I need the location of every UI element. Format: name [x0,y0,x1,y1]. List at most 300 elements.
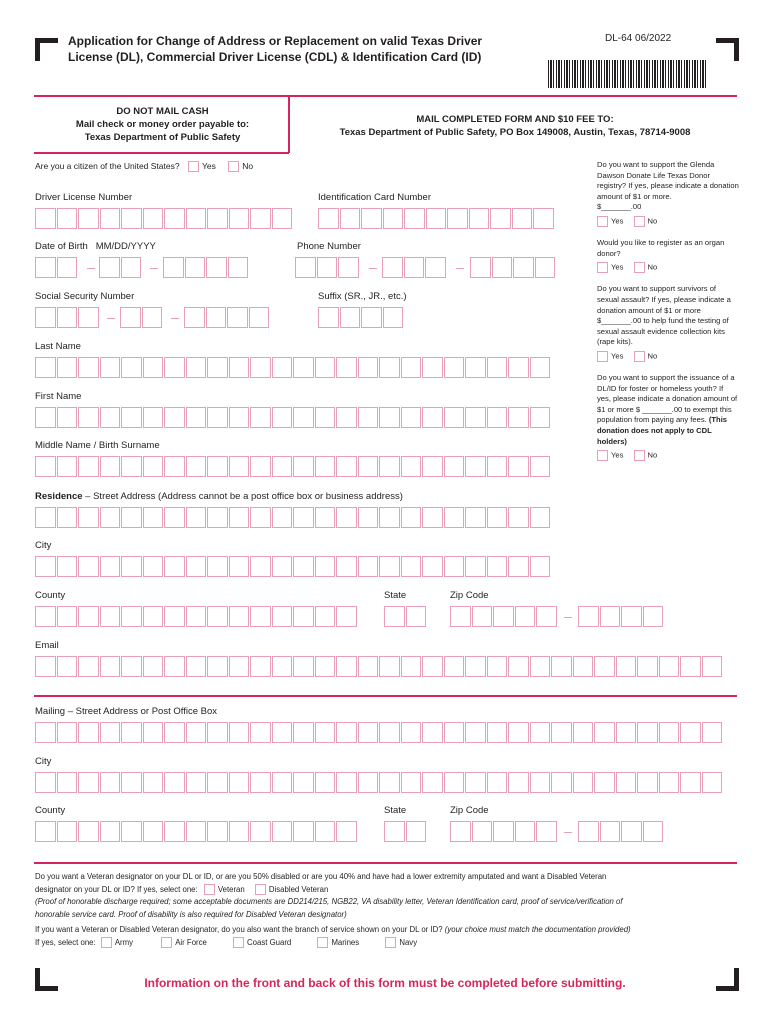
email-input-cell[interactable] [121,656,142,677]
ssn-serial-input-cell[interactable] [227,307,248,328]
ssn-area-input[interactable] [35,307,100,328]
residence-city-input-cell[interactable] [465,556,486,577]
email-input-cell[interactable] [508,656,529,677]
dob-month-input[interactable] [35,257,78,278]
mailing-county-input-cell[interactable] [207,821,228,842]
middle-name-input-cell[interactable] [401,456,422,477]
email-input-cell[interactable] [422,656,443,677]
phone-prefix-input[interactable] [382,257,447,278]
first-name-input-cell[interactable] [530,407,551,428]
dob-day-input-cell[interactable] [99,257,120,278]
residence-zip-input-cell[interactable] [493,606,514,627]
mailing-county-input-cell[interactable] [164,821,185,842]
residence-county-input-cell[interactable] [229,606,250,627]
phone-prefix-input-cell[interactable] [382,257,403,278]
last-name-input-cell[interactable] [100,357,121,378]
phone-line-input-cell[interactable] [535,257,556,278]
residence-city-input-cell[interactable] [229,556,250,577]
last-name-input-cell[interactable] [186,357,207,378]
last-name-input-cell[interactable] [508,357,529,378]
ssn-group-input[interactable] [120,307,163,328]
last-name-input-cell[interactable] [143,357,164,378]
id-number-input-cell[interactable] [383,208,404,229]
first-name-input-cell[interactable] [57,407,78,428]
ssn-serial-input-cell[interactable] [206,307,227,328]
residence-city-input-cell[interactable] [336,556,357,577]
mailing-city-input-cell[interactable] [272,772,293,793]
dob-day-input-cell[interactable] [121,257,142,278]
dl-number-input-cell[interactable] [250,208,271,229]
middle-name-input-cell[interactable] [444,456,465,477]
mailing-zip4-input-cell[interactable] [643,821,664,842]
email-input-cell[interactable] [78,656,99,677]
email-input-cell[interactable] [465,656,486,677]
middle-name-input-cell[interactable] [143,456,164,477]
mailing-zip4-input-cell[interactable] [621,821,642,842]
mailing-county-input-cell[interactable] [272,821,293,842]
email-input[interactable] [35,656,723,677]
first-name-input[interactable] [35,407,551,428]
mailing-street-input-cell[interactable] [121,722,142,743]
last-name-input-cell[interactable] [336,357,357,378]
mailing-city-input-cell[interactable] [250,772,271,793]
mailing-county-input-cell[interactable] [186,821,207,842]
phone-area-input-cell[interactable] [317,257,338,278]
mailing-city-input-cell[interactable] [229,772,250,793]
suffix-input-cell[interactable] [361,307,382,328]
mailing-city-input-cell[interactable] [702,772,723,793]
email-input-cell[interactable] [272,656,293,677]
citizen-yes-checkbox[interactable] [188,161,199,172]
email-input-cell[interactable] [594,656,615,677]
suffix-input-cell[interactable] [340,307,361,328]
phone-line-input-cell[interactable] [492,257,513,278]
email-input-cell[interactable] [315,656,336,677]
dl-number-input-cell[interactable] [57,208,78,229]
email-input-cell[interactable] [207,656,228,677]
mailing-city-input-cell[interactable] [637,772,658,793]
foster-youth-no-checkbox[interactable] [634,450,645,461]
residence-street-input-cell[interactable] [465,507,486,528]
residence-street-input-cell[interactable] [358,507,379,528]
middle-name-input-cell[interactable] [508,456,529,477]
residence-street-input-cell[interactable] [229,507,250,528]
residence-zip-input-cell[interactable] [515,606,536,627]
id-number-input-cell[interactable] [404,208,425,229]
id-number-input-cell[interactable] [447,208,468,229]
dl-number-input[interactable] [35,208,293,229]
mailing-county-input-cell[interactable] [35,821,56,842]
first-name-input-cell[interactable] [207,407,228,428]
email-input-cell[interactable] [143,656,164,677]
mailing-street-input-cell[interactable] [530,722,551,743]
residence-street-input-cell[interactable] [315,507,336,528]
last-name-input-cell[interactable] [293,357,314,378]
email-input-cell[interactable] [57,656,78,677]
middle-name-input-cell[interactable] [530,456,551,477]
residence-street-input-cell[interactable] [272,507,293,528]
mailing-street-input-cell[interactable] [659,722,680,743]
branch-marines-checkbox[interactable] [317,937,328,948]
residence-city-input-cell[interactable] [401,556,422,577]
residence-county-input-cell[interactable] [57,606,78,627]
first-name-input-cell[interactable] [250,407,271,428]
middle-name-input-cell[interactable] [422,456,443,477]
email-input-cell[interactable] [336,656,357,677]
mailing-state-input[interactable] [384,821,427,842]
mailing-street-input-cell[interactable] [57,722,78,743]
residence-street-input-cell[interactable] [250,507,271,528]
mailing-city-input-cell[interactable] [121,772,142,793]
first-name-input-cell[interactable] [315,407,336,428]
ssn-area-input-cell[interactable] [57,307,78,328]
mailing-county-input[interactable] [35,821,358,842]
mailing-city-input-cell[interactable] [336,772,357,793]
mailing-street-input-cell[interactable] [272,722,293,743]
first-name-input-cell[interactable] [293,407,314,428]
first-name-input-cell[interactable] [272,407,293,428]
middle-name-input-cell[interactable] [229,456,250,477]
residence-state-input-cell[interactable] [406,606,427,627]
residence-city-input-cell[interactable] [57,556,78,577]
dob-year-input-cell[interactable] [206,257,227,278]
mailing-street-input-cell[interactable] [100,722,121,743]
mailing-county-input-cell[interactable] [78,821,99,842]
mailing-city-input-cell[interactable] [659,772,680,793]
dl-number-input-cell[interactable] [100,208,121,229]
mailing-street-input-cell[interactable] [465,722,486,743]
mailing-city-input-cell[interactable] [57,772,78,793]
email-input-cell[interactable] [100,656,121,677]
residence-street-input-cell[interactable] [35,507,56,528]
email-input-cell[interactable] [293,656,314,677]
mailing-city-input-cell[interactable] [100,772,121,793]
mailing-county-input-cell[interactable] [293,821,314,842]
mailing-zip4-input-cell[interactable] [578,821,599,842]
mailing-street-input-cell[interactable] [637,722,658,743]
residence-street-input-cell[interactable] [444,507,465,528]
middle-name-input-cell[interactable] [358,456,379,477]
mailing-county-input-cell[interactable] [100,821,121,842]
email-input-cell[interactable] [35,656,56,677]
branch-coast-guard-checkbox[interactable] [233,937,244,948]
mailing-street-input-cell[interactable] [78,722,99,743]
mailing-city-input-cell[interactable] [573,772,594,793]
residence-city-input-cell[interactable] [207,556,228,577]
dl-number-input-cell[interactable] [78,208,99,229]
middle-name-input[interactable] [35,456,551,477]
mailing-street-input-cell[interactable] [702,722,723,743]
residence-city-input-cell[interactable] [508,556,529,577]
mailing-county-input-cell[interactable] [250,821,271,842]
residence-county-input[interactable] [35,606,358,627]
disabled-veteran-checkbox[interactable] [255,884,266,895]
mailing-city-input-cell[interactable] [680,772,701,793]
residence-city-input-cell[interactable] [143,556,164,577]
residence-city-input-cell[interactable] [422,556,443,577]
mailing-street-input-cell[interactable] [358,722,379,743]
first-name-input-cell[interactable] [379,407,400,428]
middle-name-input-cell[interactable] [207,456,228,477]
first-name-input-cell[interactable] [401,407,422,428]
mailing-county-input-cell[interactable] [229,821,250,842]
residence-street-input-cell[interactable] [143,507,164,528]
id-number-input-cell[interactable] [490,208,511,229]
middle-name-input-cell[interactable] [100,456,121,477]
organ-donor-no-checkbox[interactable] [634,262,645,273]
email-input-cell[interactable] [250,656,271,677]
residence-county-input-cell[interactable] [164,606,185,627]
last-name-input[interactable] [35,357,551,378]
email-input-cell[interactable] [637,656,658,677]
mailing-county-input-cell[interactable] [143,821,164,842]
first-name-input-cell[interactable] [164,407,185,428]
email-input-cell[interactable] [229,656,250,677]
dl-number-input-cell[interactable] [164,208,185,229]
first-name-input-cell[interactable] [444,407,465,428]
dob-month-input-cell[interactable] [57,257,78,278]
middle-name-input-cell[interactable] [164,456,185,477]
mailing-county-input-cell[interactable] [121,821,142,842]
mailing-county-input-cell[interactable] [57,821,78,842]
dl-number-input-cell[interactable] [186,208,207,229]
residence-city-input-cell[interactable] [35,556,56,577]
residence-zip4-input-cell[interactable] [643,606,664,627]
mailing-street-input[interactable] [35,722,723,743]
phone-line-input-cell[interactable] [513,257,534,278]
donor-registry-yes-checkbox[interactable] [597,216,608,227]
phone-area-input-cell[interactable] [338,257,359,278]
residence-street-input-cell[interactable] [379,507,400,528]
ssn-group-input-cell[interactable] [142,307,163,328]
suffix-input[interactable] [318,307,404,328]
email-input-cell[interactable] [401,656,422,677]
mailing-city-input-cell[interactable] [616,772,637,793]
id-number-input-cell[interactable] [469,208,490,229]
last-name-input-cell[interactable] [444,357,465,378]
last-name-input-cell[interactable] [207,357,228,378]
residence-street-input-cell[interactable] [422,507,443,528]
last-name-input-cell[interactable] [250,357,271,378]
id-number-input-cell[interactable] [533,208,554,229]
mailing-state-input-cell[interactable] [384,821,405,842]
residence-zip-input[interactable] [450,606,558,627]
residence-county-input-cell[interactable] [293,606,314,627]
residence-city-input-cell[interactable] [358,556,379,577]
mailing-street-input-cell[interactable] [336,722,357,743]
mailing-zip4-input[interactable] [578,821,664,842]
dob-year-input[interactable] [163,257,249,278]
ssn-serial-input-cell[interactable] [249,307,270,328]
middle-name-input-cell[interactable] [465,456,486,477]
mailing-street-input-cell[interactable] [186,722,207,743]
mailing-city-input-cell[interactable] [401,772,422,793]
email-input-cell[interactable] [551,656,572,677]
mailing-city-input-cell[interactable] [594,772,615,793]
mailing-city-input-cell[interactable] [487,772,508,793]
dob-year-input-cell[interactable] [228,257,249,278]
mailing-state-input-cell[interactable] [406,821,427,842]
residence-street-input-cell[interactable] [401,507,422,528]
ssn-serial-input[interactable] [184,307,270,328]
id-number-input-cell[interactable] [426,208,447,229]
dl-number-input-cell[interactable] [35,208,56,229]
phone-area-input-cell[interactable] [295,257,316,278]
residence-street-input-cell[interactable] [164,507,185,528]
residence-zip4-input-cell[interactable] [600,606,621,627]
email-input-cell[interactable] [573,656,594,677]
sexual-assault-no-checkbox[interactable] [634,351,645,362]
last-name-input-cell[interactable] [487,357,508,378]
mailing-street-input-cell[interactable] [35,722,56,743]
last-name-input-cell[interactable] [164,357,185,378]
ssn-area-input-cell[interactable] [35,307,56,328]
mailing-city-input-cell[interactable] [508,772,529,793]
mailing-street-input-cell[interactable] [143,722,164,743]
residence-county-input-cell[interactable] [78,606,99,627]
mailing-zip-input-cell[interactable] [472,821,493,842]
dl-number-input-cell[interactable] [207,208,228,229]
dob-year-input-cell[interactable] [185,257,206,278]
mailing-city-input-cell[interactable] [315,772,336,793]
residence-street-input-cell[interactable] [78,507,99,528]
residence-county-input-cell[interactable] [100,606,121,627]
residence-street-input-cell[interactable] [57,507,78,528]
residence-street-input-cell[interactable] [293,507,314,528]
residence-zip-input-cell[interactable] [450,606,471,627]
middle-name-input-cell[interactable] [336,456,357,477]
mailing-zip-input-cell[interactable] [493,821,514,842]
dl-number-input-cell[interactable] [272,208,293,229]
mailing-zip-input[interactable] [450,821,558,842]
last-name-input-cell[interactable] [57,357,78,378]
first-name-input-cell[interactable] [229,407,250,428]
mailing-county-input-cell[interactable] [336,821,357,842]
residence-county-input-cell[interactable] [315,606,336,627]
phone-prefix-input-cell[interactable] [425,257,446,278]
middle-name-input-cell[interactable] [379,456,400,477]
mailing-city-input-cell[interactable] [35,772,56,793]
residence-street-input-cell[interactable] [186,507,207,528]
residence-city-input-cell[interactable] [487,556,508,577]
email-input-cell[interactable] [358,656,379,677]
dl-number-input-cell[interactable] [121,208,142,229]
residence-city-input-cell[interactable] [444,556,465,577]
last-name-input-cell[interactable] [35,357,56,378]
mailing-street-input-cell[interactable] [444,722,465,743]
residence-county-input-cell[interactable] [186,606,207,627]
mailing-street-input-cell[interactable] [207,722,228,743]
first-name-input-cell[interactable] [358,407,379,428]
email-input-cell[interactable] [487,656,508,677]
email-input-cell[interactable] [530,656,551,677]
dob-day-input[interactable] [99,257,142,278]
suffix-input-cell[interactable] [383,307,404,328]
residence-city-input-cell[interactable] [164,556,185,577]
id-number-input-cell[interactable] [361,208,382,229]
phone-line-input[interactable] [470,257,556,278]
last-name-input-cell[interactable] [422,357,443,378]
id-number-input-cell[interactable] [318,208,339,229]
residence-street-input-cell[interactable] [508,507,529,528]
citizen-no-checkbox[interactable] [228,161,239,172]
residence-city-input-cell[interactable] [100,556,121,577]
email-input-cell[interactable] [164,656,185,677]
mailing-zip-input-cell[interactable] [536,821,557,842]
phone-area-input[interactable] [295,257,360,278]
middle-name-input-cell[interactable] [57,456,78,477]
last-name-input-cell[interactable] [465,357,486,378]
first-name-input-cell[interactable] [465,407,486,428]
mailing-street-input-cell[interactable] [573,722,594,743]
mailing-city-input-cell[interactable] [207,772,228,793]
middle-name-input-cell[interactable] [186,456,207,477]
mailing-street-input-cell[interactable] [422,722,443,743]
first-name-input-cell[interactable] [487,407,508,428]
email-input-cell[interactable] [659,656,680,677]
ssn-group-input-cell[interactable] [120,307,141,328]
first-name-input-cell[interactable] [100,407,121,428]
residence-street-input-cell[interactable] [207,507,228,528]
foster-youth-yes-checkbox[interactable] [597,450,608,461]
residence-street-input-cell[interactable] [530,507,551,528]
email-input-cell[interactable] [186,656,207,677]
residence-county-input-cell[interactable] [336,606,357,627]
residence-city-input-cell[interactable] [315,556,336,577]
middle-name-input-cell[interactable] [272,456,293,477]
dl-number-input-cell[interactable] [229,208,250,229]
id-number-input-cell[interactable] [340,208,361,229]
first-name-input-cell[interactable] [143,407,164,428]
ssn-area-input-cell[interactable] [78,307,99,328]
last-name-input-cell[interactable] [121,357,142,378]
residence-county-input-cell[interactable] [272,606,293,627]
mailing-city-input[interactable] [35,772,723,793]
dob-year-input-cell[interactable] [163,257,184,278]
residence-street-input-cell[interactable] [100,507,121,528]
email-input-cell[interactable] [680,656,701,677]
middle-name-input-cell[interactable] [315,456,336,477]
residence-city-input-cell[interactable] [293,556,314,577]
veteran-checkbox[interactable] [204,884,215,895]
mailing-city-input-cell[interactable] [465,772,486,793]
dl-number-input-cell[interactable] [143,208,164,229]
middle-name-input-cell[interactable] [487,456,508,477]
dob-month-input-cell[interactable] [35,257,56,278]
branch-navy-checkbox[interactable] [385,937,396,948]
branch-air-force-checkbox[interactable] [161,937,172,948]
residence-city-input-cell[interactable] [78,556,99,577]
mailing-city-input-cell[interactable] [530,772,551,793]
mailing-city-input-cell[interactable] [143,772,164,793]
mailing-street-input-cell[interactable] [315,722,336,743]
residence-county-input-cell[interactable] [143,606,164,627]
residence-city-input-cell[interactable] [121,556,142,577]
id-number-input[interactable] [318,208,555,229]
residence-street-input-cell[interactable] [121,507,142,528]
residence-city-input-cell[interactable] [272,556,293,577]
mailing-city-input-cell[interactable] [293,772,314,793]
residence-county-input-cell[interactable] [207,606,228,627]
residence-county-input-cell[interactable] [250,606,271,627]
residence-zip4-input-cell[interactable] [621,606,642,627]
branch-army-checkbox[interactable] [101,937,112,948]
mailing-city-input-cell[interactable] [422,772,443,793]
mailing-city-input-cell[interactable] [379,772,400,793]
phone-prefix-input-cell[interactable] [404,257,425,278]
residence-zip4-input-cell[interactable] [578,606,599,627]
email-input-cell[interactable] [702,656,723,677]
